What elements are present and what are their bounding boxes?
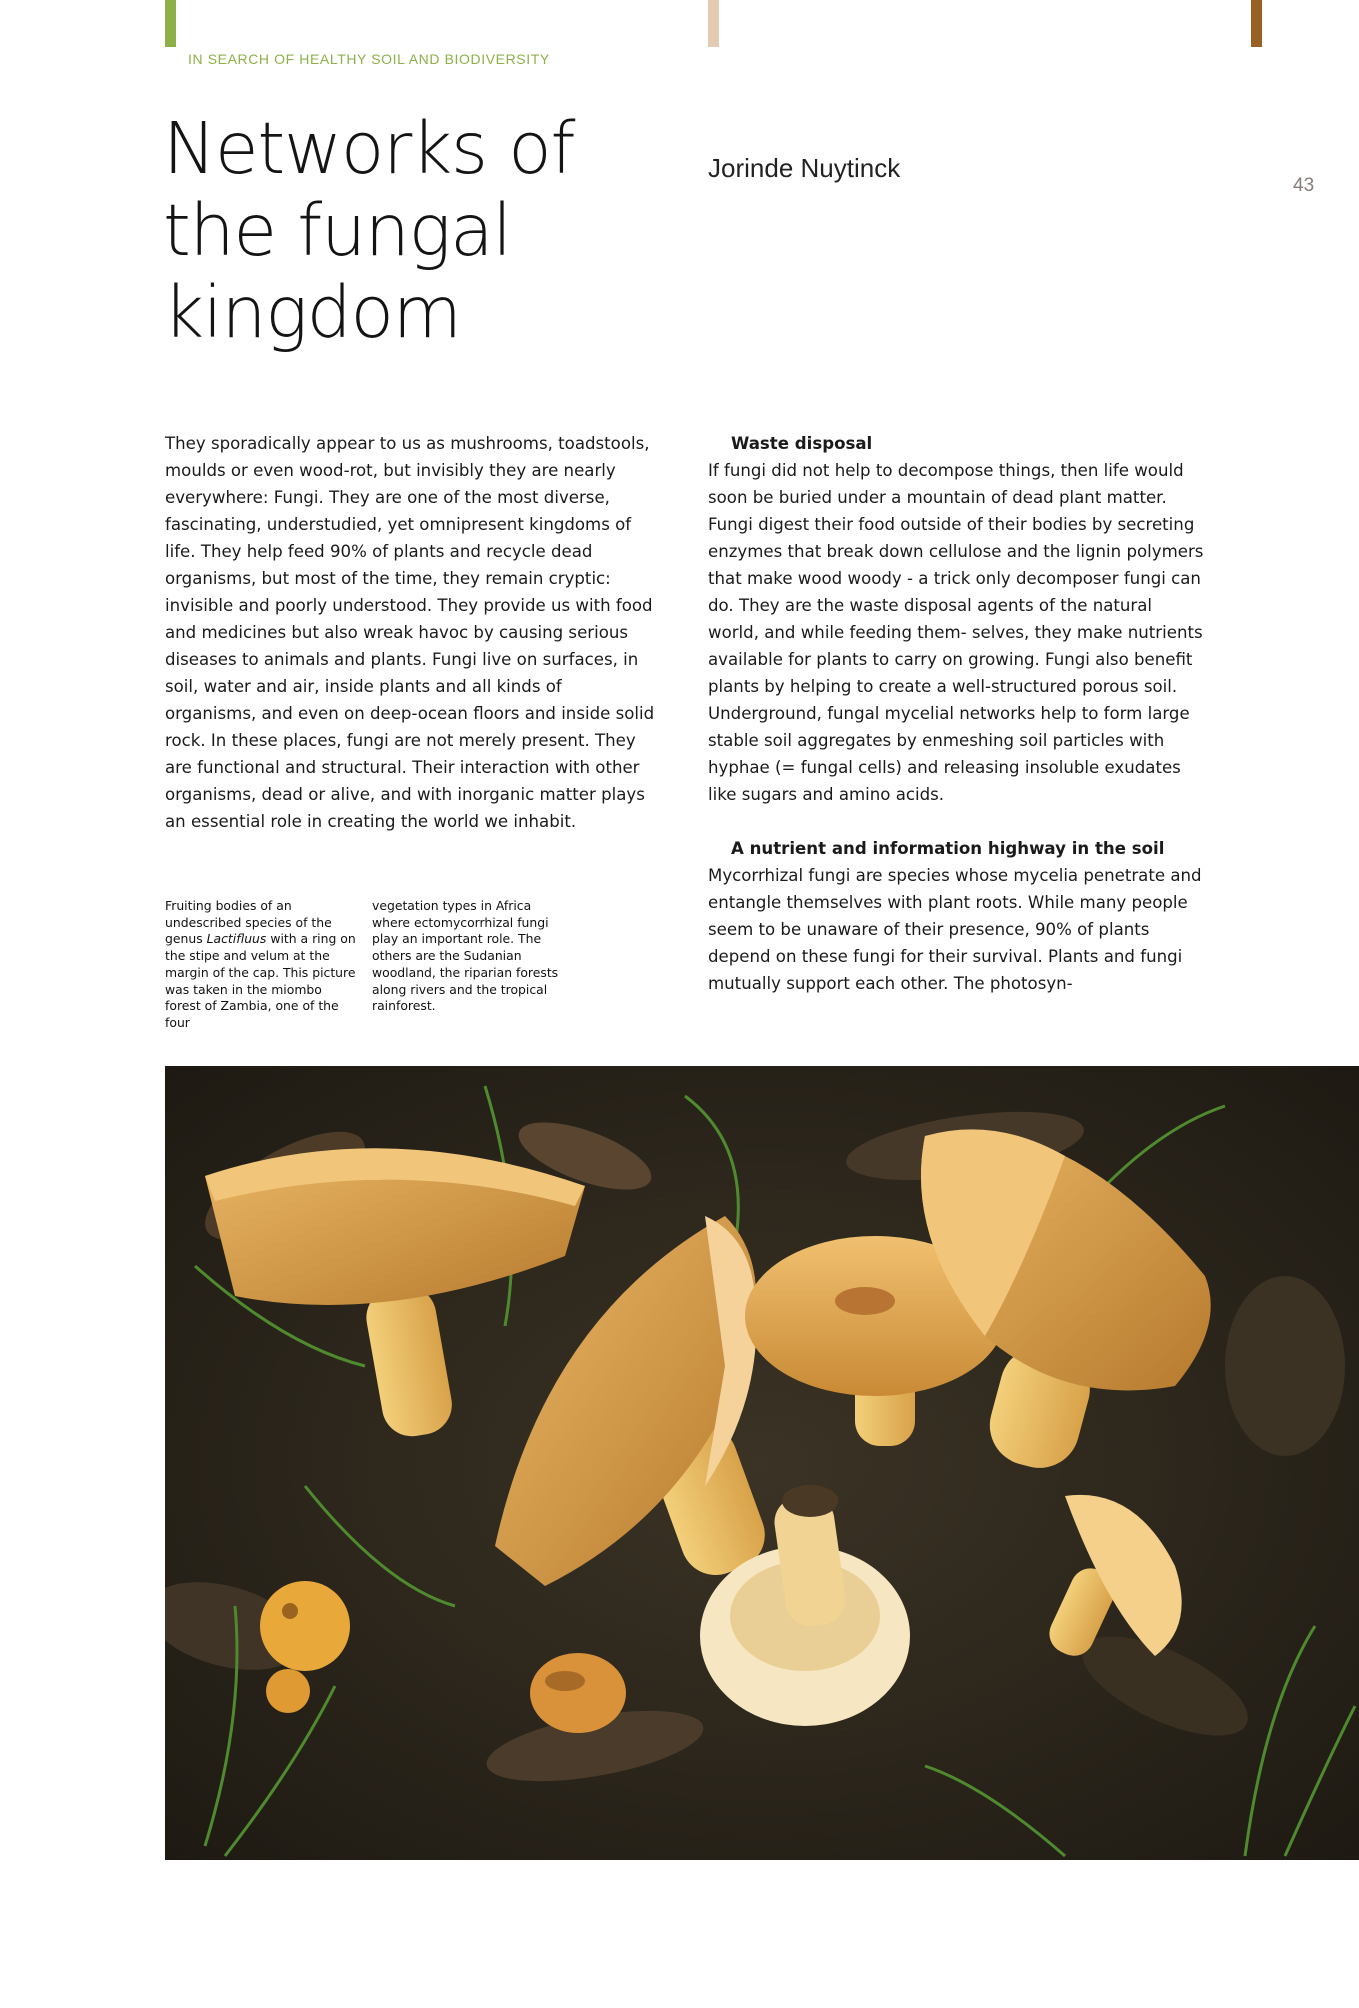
title-line: kingdom	[163, 271, 461, 354]
accent-bar-tan	[708, 0, 719, 47]
author-name: Jorinde Nuytinck	[708, 153, 901, 183]
accent-bar-green	[165, 0, 176, 47]
title-line: the fungal	[163, 189, 511, 272]
section-paragraph: Mycorrhizal fungi are species whose mycelia penetrate and entangle themselves with plant roots. While many people seem to be unaware of their presence, 90% of plants depend on these fungi for their survival. Plants and fungi mutually support each other. The photosyn-	[708, 866, 1202, 993]
photo-caption-part-2: vegetation types in Africa where ectomycorrhizal fungi play an important role. The others are the Sudanian woodland, the riparian forests along rivers and the tropical rainforest.	[372, 898, 559, 1014]
title-line: Networks of	[163, 107, 575, 190]
article-title	[163, 108, 683, 354]
section-heading: A nutrient and information highway in the soil	[731, 839, 1165, 858]
caption-genus-italic: Lactifluus	[206, 931, 267, 947]
mushroom-illustration	[165, 1066, 1359, 1860]
section-heading: Waste disposal	[731, 434, 873, 453]
body-column	[708, 430, 1208, 997]
intro-paragraph: They sporadically appear to us as mushrooms, toadstools, moulds or even wood-rot, but invisibly they are nearly everywhere: Fungi. They are one of the most diverse, fascinating, understudied, yet omnipresent kingdoms of life. They help feed 90% of plants and recycle dead organisms, but most of the time, they remain cryptic: invisible and poorly understood. They provide us with food and medicines but also wreak havoc by causing serious diseases to animals and plants. Fungi live on surfaces, in soil, water and air, inside plants and all kinds of organisms, and even on deep-ocean floors and inside solid rock. In these places, fungi are not merely present. They are functional and structural. Their interaction with other organisms, dead or alive, and with inorganic matter plays an essential role in creating the world we inhabit.	[165, 434, 655, 831]
intro-column	[165, 430, 655, 835]
mushroom-photo	[165, 1066, 1359, 1860]
photo-caption-part-1	[165, 898, 360, 1032]
accent-bar-brown	[1251, 0, 1262, 47]
caption-text: with a ring on the stipe and velum at the margin of the cap. This picture was taken in the miombo forest of Zambia, one of the four	[165, 931, 356, 1030]
caption-text: Fruiting bodies of an undescribed species of the genus	[165, 898, 332, 947]
section-kicker: IN SEARCH OF HEALTHY SOIL AND BIODIVERSITY	[188, 51, 550, 67]
section-paragraph: If fungi did not help to decompose things, then life would soon be buried under a mountain of dead plant matter. Fungi digest their food outside of their bodies by secreting enzymes that break down cellulose and the lignin polymers that make wood woody - a trick only decomposer fungi can do. They are the waste disposal agents of the natural world, and while feeding them- selves, they make nutrients available for plants to carry on growing. Fungi also benefit plants by helping to create a well-structured porous soil. Underground, fungal mycelial networks help to form large stable soil aggregates by enmeshing soil particles with hyphae (= fungal cells) and releasing insoluble exudates like sugars and amino acids.	[708, 461, 1204, 804]
page-number: 43	[1293, 175, 1315, 196]
